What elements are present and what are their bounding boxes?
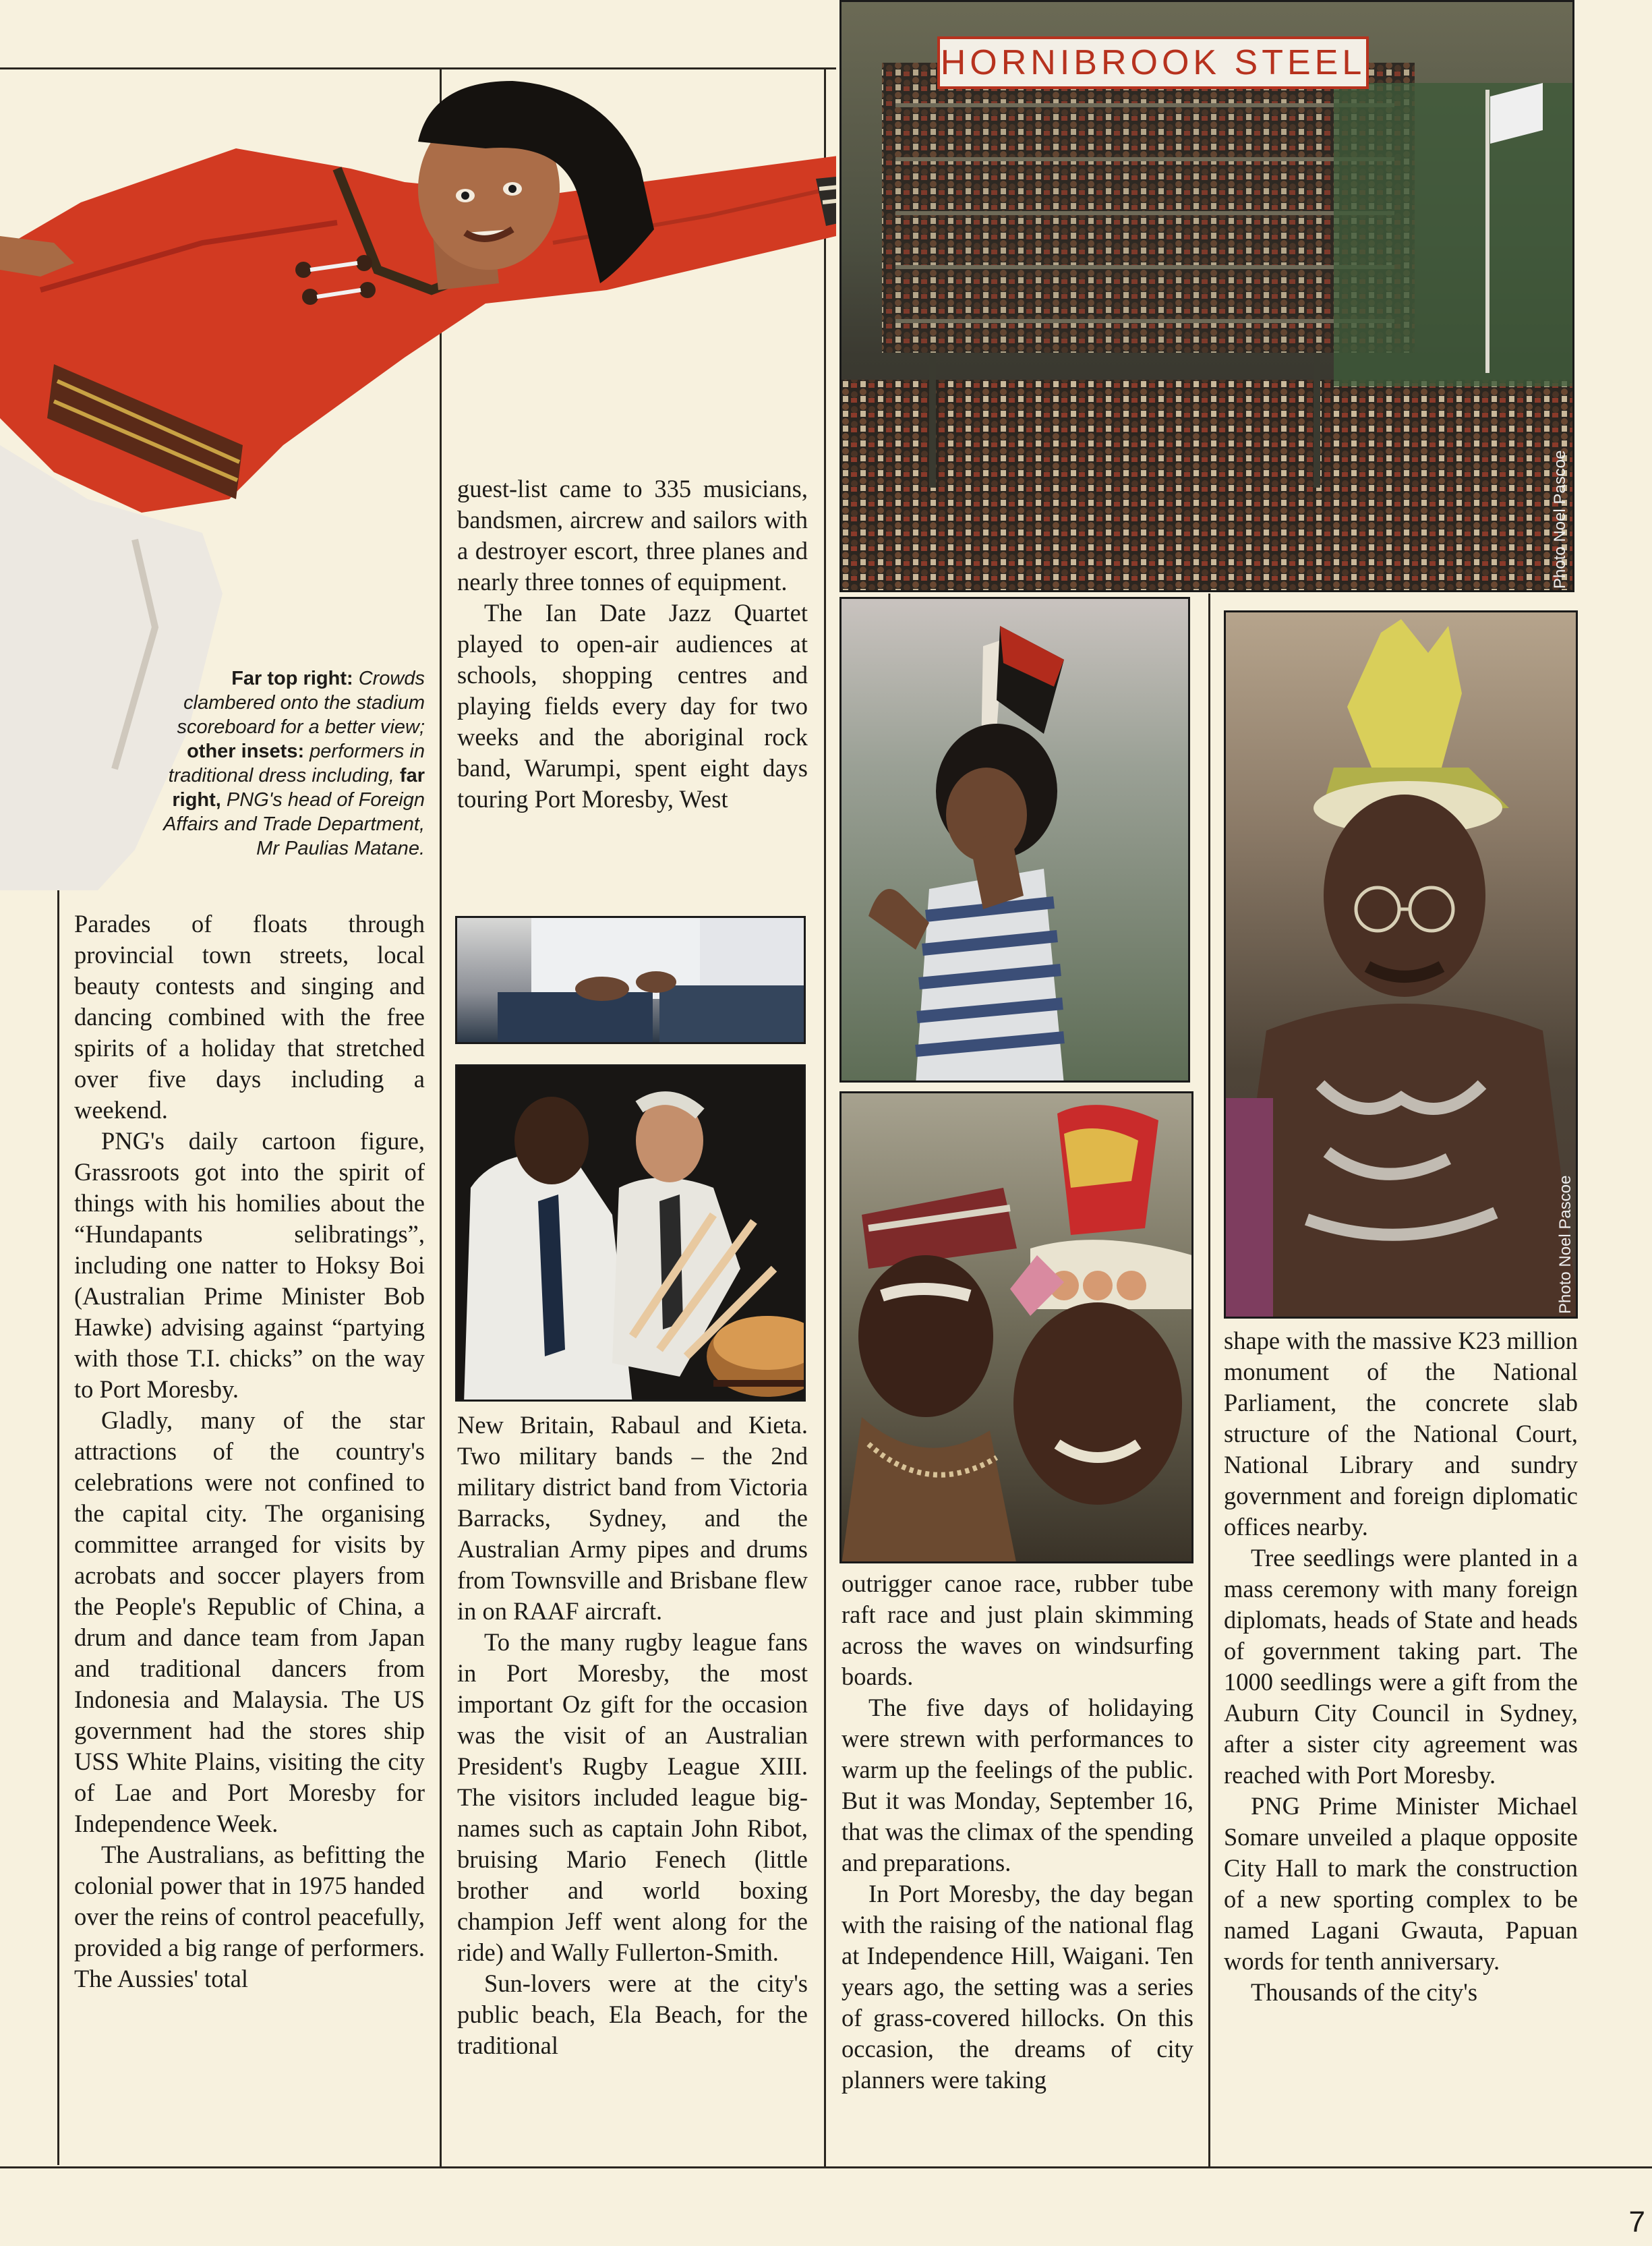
caption-text-3: PNG's head of Foreign Affairs and Trade Department, Mr Paulias Matane.	[163, 789, 425, 859]
article-column-3	[842, 1568, 1193, 2096]
col2-paragraph: guest-list came to 335 musicians, bandsmen, aircrew and sailors with a destroyer escort, three planes and nearly three tonnes of equipment.	[457, 475, 808, 596]
caption-text-2: performers in traditional dress including,	[168, 741, 425, 786]
article-column-4	[1224, 1325, 1578, 2008]
scoreboard-sign: HORNIBROOK STEEL	[937, 36, 1369, 89]
col3-paragraph: The five days of holidaying were strewn with performances to warm up the feelings of the public. But it was Monday, September 16, that was the climax of the spending and preparations.	[842, 1694, 1193, 1876]
col2-paragraph: Sun-lovers were at the city's public beach, Ela Beach, for the traditional	[457, 1969, 808, 2059]
col2-paragraph: To the many rugby league fans in Port Moresby, the most important Oz gift for the occasion was the visit of an Australian President's Rugby League XIII. The visitors included league big-names such as captain John Ribot, bruising Mario Fenech (little brother and world boxing champion Jeff went along for the ride) and Wally Fullerton-Smith.	[457, 1628, 808, 1966]
col4-paragraph: Thousands of the city's	[1251, 1978, 1478, 2006]
col4-paragraph: Tree seedlings were planted in a mass ceremony with many foreign diplomats, heads of State and heads of government taking part. The 1000 seedlings were a gift from the Auburn City Council in Sydney, after a sister city agreement was reached with Port Moresby.	[1224, 1544, 1578, 1789]
caption-lead-far-top-right: Far top right:	[231, 668, 353, 689]
col2-paragraph: The Ian Date Jazz Quartet played to open-air audiences at schools, shopping centres and playing fields every day for two weeks and the aboriginal rock band, Warumpi, spent eight days touring Port Moresby, West	[457, 599, 808, 813]
caption-lead-far-right: far right,	[172, 765, 425, 811]
hands-clapping-photo	[455, 916, 806, 1044]
caption-lead-other-insets: other insets:	[187, 741, 305, 762]
paulias-matane-photo	[1224, 610, 1578, 1319]
article-column-2-bottom	[457, 1410, 808, 2061]
article-column-2-top	[457, 473, 808, 815]
col1-paragraph: Gladly, many of the star attractions of the country's celebrations were not confined to the capital city. The organising committee arranged for visits by acrobats and soccer players from the People's Republic of China, a drum and dance team from Japan and traditional dancers from Indonesia and Malaysia. The US government had the stores ship USS White Plains, visiting the city of Lae and Port Moresby for Independence Week.	[74, 1406, 425, 1837]
page-number: 7	[1628, 2206, 1645, 2239]
photo-credit-matane: Photo Noel Pascoe	[1556, 1175, 1574, 1314]
col1-paragraph: The Australians, as befitting the colonial power that in 1975 handed over the reins of control peacefully, provided a big range of performers. The Aussies' total	[74, 1841, 425, 1992]
article-column-1	[74, 909, 425, 1994]
caption-text-1: Crowds clambered onto the stadium scoreboard for a better view;	[177, 668, 425, 738]
column-rule-1	[57, 850, 59, 2165]
col1-paragraph: Parades of floats through provincial town streets, local beauty contests and singing and dancing combined with the free spirits of a holiday that stretched over five days including a weekend.	[74, 910, 425, 1124]
child-with-flag-photo	[839, 597, 1190, 1083]
col4-paragraph: PNG Prime Minister Michael Somare unveiled a plaque opposite City Hall to mark the construction of a new sporting complex to be named Lagani Gwauta, Papuan words for tenth anniversary.	[1224, 1792, 1578, 1975]
col3-paragraph: outrigger canoe race, rubber tube raft race and just plain skimming across the waves on windsurfing boards.	[842, 1570, 1193, 1690]
col2-paragraph: New Britain, Rabaul and Kieta. Two military bands – the 2nd military district band from Victoria Barracks, Sydney, and the Australian Army pipes and drums from Townsville and Brisbane flew in on RAAF aircraft.	[457, 1411, 808, 1625]
col3-paragraph: In Port Moresby, the day began with the raising of the national flag at Independence Hill, Waigani. Ten years ago, the setting was a series of grass-covered hillocks. On this occasion, the dreams of city planners were taking	[842, 1880, 1193, 2094]
photo-caption	[155, 666, 425, 861]
drummers-photo	[455, 1064, 806, 1402]
dancers-headdress-photo	[839, 1091, 1193, 1563]
column-rule-4	[1208, 594, 1210, 2166]
col1-paragraph: PNG's daily cartoon figure, Grassroots got into the spirit of things with his homilies about the “Hundapants selibratings”, including one natter to Hoksy Boi (Australian Prime Minister Bob Hawke) advising against “partying with those T.I. chicks” on the way to Port Moresby.	[74, 1127, 425, 1403]
photo-credit-scoreboard: Photo Noel Pascoe	[1551, 450, 1569, 589]
col4-paragraph: shape with the massive K23 million monument of the National Parliament, the concrete slab structure of the National Court, National Library and sundry government and foreign diplomatic offices nearby.	[1224, 1327, 1578, 1540]
bottom-rule	[0, 2166, 1652, 2168]
